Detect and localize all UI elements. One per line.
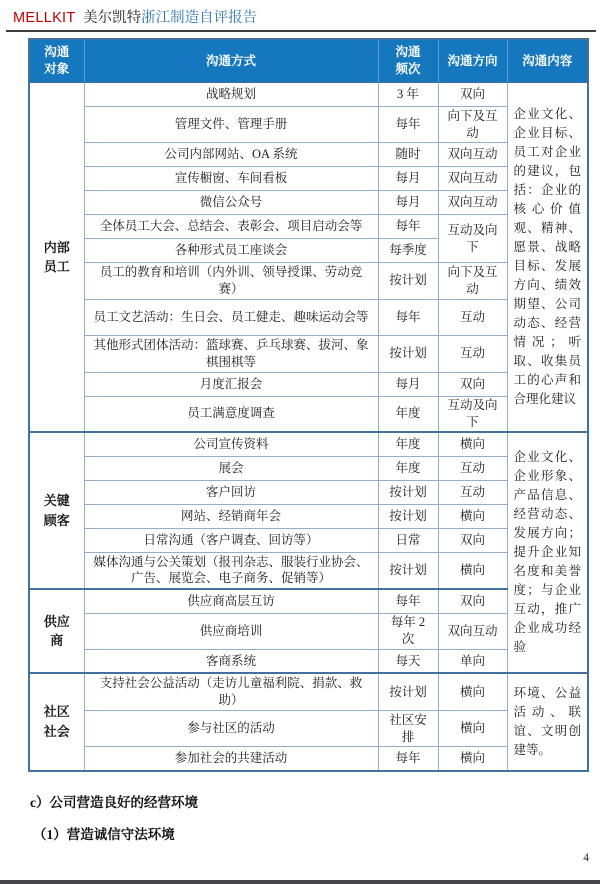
direction-cell: 单向 [438, 649, 507, 673]
table-row [29, 589, 588, 613]
frequency-cell: 每年 [378, 299, 438, 335]
direction-cell: 向下及互动 [438, 263, 507, 300]
direction-cell: 互动 [438, 299, 507, 335]
company-name: 美尔凯特 [83, 10, 142, 26]
section-heading-c: c）公司营造良好的经营环境 [30, 795, 198, 810]
table-row [29, 747, 588, 771]
method-cell: 各种形式员工座谈会 [84, 239, 378, 263]
page-bottom-edge [0, 880, 600, 884]
target-cell-key-customers: 关键顾客 [29, 432, 84, 589]
frequency-cell: 按计划 [378, 552, 438, 589]
direction-cell: 互动及向下 [438, 215, 507, 263]
frequency-cell: 年度 [378, 432, 438, 456]
direction-cell: 双向互动 [438, 167, 507, 191]
table-row [29, 263, 588, 300]
table-row [29, 649, 588, 673]
frequency-cell: 3 年 [378, 83, 438, 107]
method-cell: 展会 [84, 456, 378, 480]
frequency-cell: 日常 [378, 528, 438, 552]
document-title: 浙江制造自评报告 [141, 10, 258, 26]
direction-cell: 互动及向下 [438, 396, 507, 432]
table-row [29, 613, 588, 649]
column-header-method: 沟通方式 [84, 39, 378, 83]
direction-cell: 向下及互动 [438, 107, 507, 143]
frequency-cell: 年度 [378, 456, 438, 480]
direction-cell: 双向 [438, 83, 507, 107]
target-cell-suppliers: 供应商 [29, 589, 84, 673]
table-row [29, 335, 588, 372]
column-header-frequency: 沟通频次 [378, 39, 438, 83]
direction-cell: 横向 [438, 747, 507, 771]
document-header [13, 6, 257, 27]
page-number: 4 [583, 852, 589, 864]
frequency-cell: 随时 [378, 143, 438, 167]
method-cell: 宣传橱窗、车间看板 [84, 167, 378, 191]
table-row [29, 552, 588, 589]
target-cell-community: 社区社会 [29, 673, 84, 770]
frequency-cell: 每年 [378, 107, 438, 143]
direction-cell: 互动 [438, 335, 507, 372]
frequency-cell: 社区安排 [378, 711, 438, 747]
method-cell: 供应商高层互访 [84, 589, 378, 613]
brand-logo-text: MELLKIT [13, 10, 76, 26]
table-row [29, 215, 588, 239]
table-header-row [29, 39, 588, 83]
direction-cell: 横向 [438, 432, 507, 456]
content-cell-community: 环境、公益活动、联谊、文明创建等。 [507, 673, 588, 770]
method-cell: 客商系统 [84, 649, 378, 673]
method-cell: 供应商培训 [84, 613, 378, 649]
frequency-cell: 每年 [378, 747, 438, 771]
method-cell: 支持社会公益活动（走访儿童福利院、捐款、救助） [84, 673, 378, 710]
frequency-cell: 按计划 [378, 335, 438, 372]
table-row [29, 673, 588, 710]
table-row [29, 191, 588, 215]
table-row [29, 432, 588, 456]
communication-table [28, 38, 589, 772]
direction-cell: 横向 [438, 711, 507, 747]
method-cell: 战略规划 [84, 83, 378, 107]
method-cell: 网站、经销商年会 [84, 504, 378, 528]
table-row [29, 528, 588, 552]
method-cell: 管理文件、管理手册 [84, 107, 378, 143]
frequency-cell: 按计划 [378, 504, 438, 528]
frequency-cell: 每季度 [378, 239, 438, 263]
table-row [29, 396, 588, 432]
table-row [29, 372, 588, 396]
frequency-cell: 每月 [378, 191, 438, 215]
table-row [29, 480, 588, 504]
method-cell: 媒体沟通与公关策划（报刊杂志、服装行业协会、广告、展览会、电子商务、促销等） [84, 552, 378, 589]
direction-cell: 横向 [438, 552, 507, 589]
direction-cell: 双向互动 [438, 191, 507, 215]
column-header-content: 沟通内容 [507, 39, 588, 83]
frequency-cell: 按计划 [378, 263, 438, 300]
column-header-target: 沟通对象 [29, 39, 84, 83]
direction-cell: 双向 [438, 372, 507, 396]
frequency-cell: 按计划 [378, 480, 438, 504]
direction-cell: 双向互动 [438, 613, 507, 649]
direction-cell: 双向 [438, 528, 507, 552]
table-row [29, 167, 588, 191]
method-cell: 客户回访 [84, 480, 378, 504]
table-row [29, 299, 588, 335]
method-cell: 月度汇报会 [84, 372, 378, 396]
frequency-cell: 年度 [378, 396, 438, 432]
frequency-cell: 每月 [378, 372, 438, 396]
content-cell-internal-staff: 企业文化、企业目标、员工对企业的建议，包括：企业的核心价值观、精神、愿景、战略目标、发展方向、绩效期望、公司动态、经营情况；听取、收集员工的心声和合理化建议 [507, 83, 588, 433]
target-cell-internal-staff: 内部员工 [29, 83, 84, 433]
table-row [29, 83, 588, 107]
header-divider [6, 30, 596, 32]
direction-cell: 双向 [438, 589, 507, 613]
direction-cell: 双向互动 [438, 143, 507, 167]
table-row [29, 504, 588, 528]
method-cell: 参与社区的活动 [84, 711, 378, 747]
method-cell: 全体员工大会、总结会、表彰会、项目启动会等 [84, 215, 378, 239]
frequency-cell: 每年 [378, 215, 438, 239]
table-row [29, 456, 588, 480]
method-cell: 其他形式团体活动：篮球赛、乒乓球赛、拔河、象棋围棋等 [84, 335, 378, 372]
frequency-cell: 每月 [378, 167, 438, 191]
frequency-cell: 每年 [378, 589, 438, 613]
direction-cell: 互动 [438, 456, 507, 480]
frequency-cell: 每天 [378, 649, 438, 673]
frequency-cell: 每年 2 次 [378, 613, 438, 649]
column-header-direction: 沟通方向 [438, 39, 507, 83]
method-cell: 公司宣传资料 [84, 432, 378, 456]
direction-cell: 横向 [438, 504, 507, 528]
frequency-cell: 按计划 [378, 673, 438, 710]
table-row [29, 107, 588, 143]
method-cell: 员工文艺活动：生日会、员工健走、趣味运动会等 [84, 299, 378, 335]
content-cell-customers-suppliers: 企业文化、企业形象、产品信息、经营动态、发展方向；提升企业知名度和美誉度；与企业互动，推广企业成功经验 [507, 432, 588, 673]
method-cell: 日常沟通（客户调查、回访等） [84, 528, 378, 552]
table-row [29, 143, 588, 167]
table-row [29, 711, 588, 747]
direction-cell: 横向 [438, 673, 507, 710]
method-cell: 微信公众号 [84, 191, 378, 215]
method-cell: 公司内部网站、OA 系统 [84, 143, 378, 167]
method-cell: 参加社会的共建活动 [84, 747, 378, 771]
direction-cell: 互动 [438, 480, 507, 504]
subsection-heading-1: （1）营造诚信守法环境 [33, 827, 175, 842]
method-cell: 员工满意度调查 [84, 396, 378, 432]
method-cell: 员工的教育和培训（内外训、领导授课、劳动竞赛） [84, 263, 378, 300]
